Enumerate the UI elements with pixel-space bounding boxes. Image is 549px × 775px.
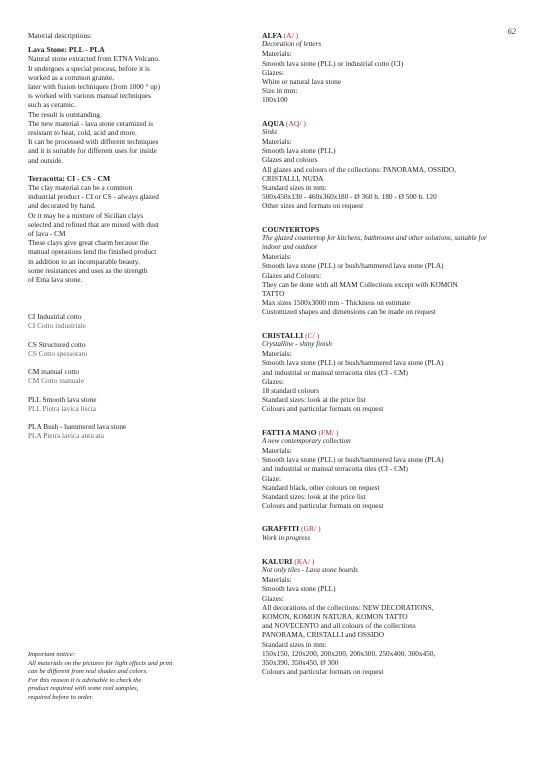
collection-detail-line: Glazes:	[262, 376, 284, 386]
collection-subtitle: Work in progress	[262, 533, 311, 542]
collection-detail-line: 500x450x130 - 460x360x180 - Ø 360 h. 180 - Ø 500 h. 120	[262, 192, 437, 202]
description-line: such as ceramic.	[28, 100, 77, 110]
material-codes-list	[28, 312, 233, 440]
collection-detail-line: All decorations of the collections: NEW DECORATIONS,	[262, 602, 434, 612]
collection-detail-line: Glazes and colours	[262, 155, 318, 165]
material-code-italian: CS Cotto spessorato	[28, 348, 88, 358]
collection-detail-line: Colours and particular formats on request	[262, 501, 384, 511]
collection-detail-line: 18 standard colours	[262, 385, 320, 395]
collection-detail-line: They can be done with all MAM Collections except with KOMON	[262, 279, 458, 289]
material-code-item	[28, 340, 233, 358]
collection-code: (AQ/ )	[285, 118, 306, 128]
material-code-item	[28, 312, 233, 330]
collection-code: (KA/ )	[294, 556, 315, 566]
collection-heading	[262, 557, 524, 566]
collection-section	[262, 31, 524, 105]
description-line: Natural stone extracted from ETNA Volcano.	[28, 54, 160, 64]
material-code-item	[28, 395, 233, 413]
notice-line: required before to order.	[28, 693, 94, 701]
collection-name: GRAFFITI	[262, 524, 300, 534]
terracotta-heading: Terracotta: CI - CS - CM	[28, 173, 111, 183]
material-code-italian: CI Cotto industriale	[28, 321, 86, 331]
description-line: It undergoes a special process, before it is	[28, 63, 150, 73]
collection-detail-line: Glaze:	[262, 473, 282, 483]
notice-line: product required with some real samples,	[28, 685, 139, 693]
description-line: in addition to an incomparable beauty,	[28, 256, 140, 266]
collection-detail-line: Materials:	[262, 349, 292, 359]
collection-section	[262, 557, 524, 677]
collection-detail-line: and industrial or manual terracotta tiles (CI - CM)	[262, 367, 408, 377]
collection-heading	[262, 225, 524, 234]
description-line: of Etna lava stone.	[28, 275, 83, 285]
notice-line: Important notice:	[28, 651, 75, 658]
collection-detail-line: Customized shapes and dimensions can be made on request	[262, 307, 436, 317]
material-descriptions-column	[28, 31, 233, 440]
collection-section	[262, 524, 524, 542]
collection-detail-line: Smooth lava stone (PLL)	[262, 584, 336, 594]
collection-detail-line: Colours and particular formats on request	[262, 667, 384, 677]
collection-name: ALFA	[262, 31, 282, 40]
material-code-english: PLL Smooth lava stone	[28, 394, 97, 404]
collection-heading	[262, 119, 524, 128]
collection-detail-line: PANORAMA, CRISTALLI and OSSIDO	[262, 630, 384, 640]
description-line: resistant to heat, cold, acid and more.	[28, 128, 137, 138]
description-line: The clay material can be a common	[28, 183, 133, 193]
collection-detail-line: KOMON, KOMON NATURA, KOMON TATTO	[262, 611, 408, 621]
material-code-english: CI Industrial cotto	[28, 312, 82, 322]
description-line: selected and refined that are mixed with dust	[28, 219, 159, 229]
notice-line: can be different from real shades and colors.	[28, 668, 148, 676]
material-code-italian: CM Cotto manuale	[28, 376, 84, 386]
collection-subtitle: Sinks	[262, 127, 277, 136]
lava-stone-heading: Lava Stone: PLL - PLA	[28, 45, 105, 55]
lava-stone-description	[28, 54, 233, 164]
description-line: some resistances and uses as the strength	[28, 265, 148, 275]
collection-heading	[262, 331, 524, 340]
material-code-italian: PLL Pietra lavica liscia	[28, 403, 97, 413]
collection-section	[262, 225, 524, 317]
collection-detail-line: Smooth lava stone (PLL) or bush/hammered lava stone (PLA)	[262, 358, 444, 368]
description-line: manual operations lend the finished product	[28, 247, 157, 257]
collection-subtitle: indoor and outdoor	[262, 243, 318, 252]
collection-section	[262, 428, 524, 511]
collection-detail-line: TATTO	[262, 289, 285, 299]
collection-detail-line: Standard black, other colours on request	[262, 482, 380, 492]
description-line: The new material - lava stone ceramized is	[28, 118, 154, 128]
notice-line: For this reason it is advisable to check the	[28, 676, 142, 684]
collection-name: COUNTERTOPS	[262, 224, 320, 234]
collection-detail-line: Standard sizes: look at the price list	[262, 395, 366, 405]
collection-detail-line: Max sizes 1500x3000 mm - Thickness on estimate	[262, 298, 411, 308]
collection-detail-line: Smooth lava stone (PLL) or bush/hammered lava stone (PLA)	[262, 455, 444, 465]
description-line: of lava - CM	[28, 229, 66, 239]
collection-detail-line: Standard sizes: look at the price list	[262, 491, 366, 501]
collection-name: CRISTALLI	[262, 330, 304, 340]
collection-code: (FM/ )	[318, 427, 339, 437]
collection-heading	[262, 524, 524, 533]
description-line: and outside.	[28, 155, 64, 165]
collection-detail-line: Materials:	[262, 575, 292, 585]
material-code-english: CM manual cotto	[28, 367, 80, 377]
description-line: The result is outstanding.	[28, 109, 102, 119]
collection-code: (C/ )	[305, 330, 320, 340]
collection-heading	[262, 31, 524, 40]
material-code-item	[28, 367, 233, 385]
description-line: It can be processed with different techniques	[28, 137, 159, 147]
collection-code: (GR/ )	[301, 524, 321, 534]
collection-detail-line: Size in mm:	[262, 86, 298, 96]
collection-detail-line: 100x100	[262, 95, 288, 105]
description-line: These clays give great charm because the	[28, 238, 149, 248]
collection-name: AQUA	[262, 118, 284, 128]
collection-subtitle: The glazed countertop for kitchens, bathrooms and other solutions, suitable for	[262, 233, 487, 242]
material-code-item	[28, 422, 233, 440]
collection-detail-line: 350x390, 350x450, Ø 300	[262, 657, 339, 667]
collection-subtitle: Crystalline - shiny finish	[262, 339, 332, 348]
collection-name: KALURI	[262, 556, 293, 566]
collection-code: (A/ )	[283, 31, 299, 40]
collection-section	[262, 119, 524, 211]
material-code-english: CS Structured cotto	[28, 339, 86, 349]
terracotta-description	[28, 183, 233, 284]
collection-detail-line: All glazes and colours of the collections: PANORAMA, OSSIDO,	[262, 164, 456, 174]
collection-detail-line: 150x150, 120x200, 200x200, 200x300, 250x400, 300x450,	[262, 648, 436, 658]
collection-detail-line: Materials:	[262, 252, 292, 262]
collection-subtitle: Not only tiles - Lava stone boards	[262, 565, 358, 574]
collection-detail-line: Glazes and Colours:	[262, 270, 322, 280]
description-line: industrial product - CI or CS - always glazed	[28, 192, 159, 202]
collection-detail-line: and industrial or manual terracotta tiles (CI - CM)	[262, 464, 408, 474]
collection-detail-line: Standard sizes in mm:	[262, 183, 327, 193]
collection-detail-line: Materials:	[262, 137, 292, 147]
collection-detail-line: Materials:	[262, 445, 292, 455]
description-line: later with fusion techniques (from 1000 ° up)	[28, 82, 161, 92]
collection-detail-line: Smooth lava stone (PLL) or bush/hammered lava stone (PLA)	[262, 261, 444, 271]
description-line: worked as a common granite,	[28, 72, 115, 82]
intro-label: Material descriptions:	[28, 31, 92, 40]
collection-detail-line: Glazes:	[262, 593, 284, 603]
page-number: 62	[507, 26, 516, 36]
collection-section	[262, 331, 524, 414]
collection-subtitle: Decoration of letters	[262, 40, 322, 49]
collections-column	[262, 31, 524, 676]
collection-detail-line: Smooth lava stone (PLL)	[262, 146, 336, 156]
collection-detail-line: CRISTALLI, NUDA	[262, 173, 324, 183]
collection-detail-line: Standard sizes in mm:	[262, 639, 327, 649]
collection-detail-line: Glazes:	[262, 67, 284, 77]
material-code-english: PLA Bush - hammered lava stone	[28, 421, 127, 431]
material-code-italian: PLA Pietra lavica anticata	[28, 431, 104, 441]
collection-detail-line: White or natural lava stone	[262, 77, 342, 87]
collection-detail-line: Smooth lava stone (PLL) or industrial cotto (CI)	[262, 58, 404, 68]
collection-heading	[262, 428, 524, 437]
collection-detail-line: and NOVECENTO and all colours of the collections	[262, 621, 416, 631]
description-line: Or it may be a mixture of Sicilian clays	[28, 210, 144, 220]
collection-subtitle: A new contemporary collection	[262, 436, 351, 445]
collection-name: FATTI A MANO	[262, 427, 317, 437]
important-notice	[28, 651, 238, 703]
description-line: is worked with various manual techniques	[28, 91, 152, 101]
collection-detail-line: Colours and particular formats on request	[262, 404, 384, 414]
collection-detail-line: Materials:	[262, 49, 292, 59]
collection-detail-line: Other sizes and formats on request	[262, 201, 364, 211]
description-line: and it is suitable for different uses for inside	[28, 146, 157, 156]
description-line: and decorated by hand.	[28, 201, 96, 211]
notice-line: All materials on the pictures for light effects and print	[28, 659, 173, 667]
